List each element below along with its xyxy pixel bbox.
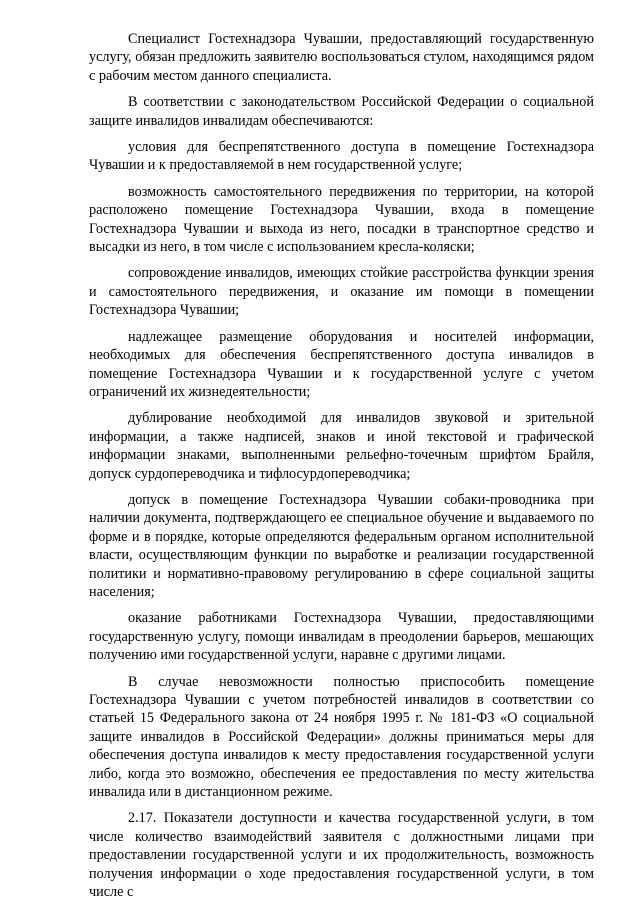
paragraph-equipment-placement: надлежащее размещение оборудования и носителей информации, необходимых для обеспечения беспрепятственного доступа инвалидов в помещение Гостехнадзора Чувашии и к государственной услуге с учетом ограничений их жизнедеятельности; (89, 328, 594, 400)
paragraph-guide-dog-admission: допуск в помещение Гостехнадзора Чувашии собаки-проводника при наличии документа, подтверждающего ее специальное обучение и выдаваемого по форме и в порядке, которые определяются федеральным органом исполнительной власти, осуществляющим функции по выработке и реализации государственной политики и нормативно-правовому регулированию в сфере социальной защиты населения; (89, 491, 594, 600)
paragraph-section-2-17: 2.17. Показатели доступности и качества государственной услуги, в том числе количество взаимодействий заявителя с должностными лицами при предоставлении государственной услуги и их продолжительность, возможность получения информации о ходе предоставления государственной услуги, в том числе с (89, 810, 594, 901)
document-body (89, 30, 594, 909)
paragraph-escort-assistance: сопровождение инвалидов, имеющих стойкие расстройства функции зрения и самостоятельного передвижения, и оказание им помощи в помещении Гостехнадзора Чувашии; (89, 265, 594, 319)
paragraph-chair-offer: Специалист Гостехнадзора Чувашии, предоставляющий государственную услугу, обязан предложить заявителю воспользоваться стулом, находящимся рядом с рабочим местом данного специалиста. (89, 31, 594, 84)
paragraph-disabled-rights-intro: В соответствии с законодательством Российской Федерации о социальной защите инвалидов инвалидам обеспечиваются: (89, 94, 594, 129)
paragraph-independent-movement: возможность самостоятельного передвижения по территории, на которой расположено помещение Гостехнадзора Чувашии, входа в помещение Гостехнадзора Чувашии и выхода из него, посадки в транспортное средство и высадки из него, в том числе с использованием кресла-коляски; (89, 183, 594, 256)
paragraph-adaptation-impossible: В случае невозможности полностью приспособить помещение Гостехнадзора Чувашии с учетом потребностей инвалидов в соответствии со статьей 15 Федерального закона от 24 ноября 1995 г. № 181-ФЗ «О социальной защите инвалидов в Российской Федерации» должны приниматься меры для обеспечения доступа инвалидов к месту предоставления государственной услуги либо, когда это возможно, обеспечения ее предоставления по месту жительства инвалида или в дистанционном режиме. (89, 673, 594, 801)
paragraph-unhindered-access: условия для беспрепятственного доступа в помещение Гостехнадзора Чувашии и к предоставляемой в нем государственной услуге; (89, 139, 594, 174)
paragraph-staff-assistance: оказание работниками Гостехнадзора Чувашии, предоставляющими государственную услугу, помощи инвалидам в преодолении барьеров, мешающих получению ими государственной услуги, наравне с другими лицами. (89, 610, 594, 664)
paragraph-information-duplication: дублирование необходимой для инвалидов звуковой и зрительной информации, а также надписей, знаков и иной текстовой и графической информации знаками, выполненными рельефно-точечным шрифтом Брайля, допуск сурдопереводчика и тифлосурдопереводчика; (89, 410, 594, 482)
